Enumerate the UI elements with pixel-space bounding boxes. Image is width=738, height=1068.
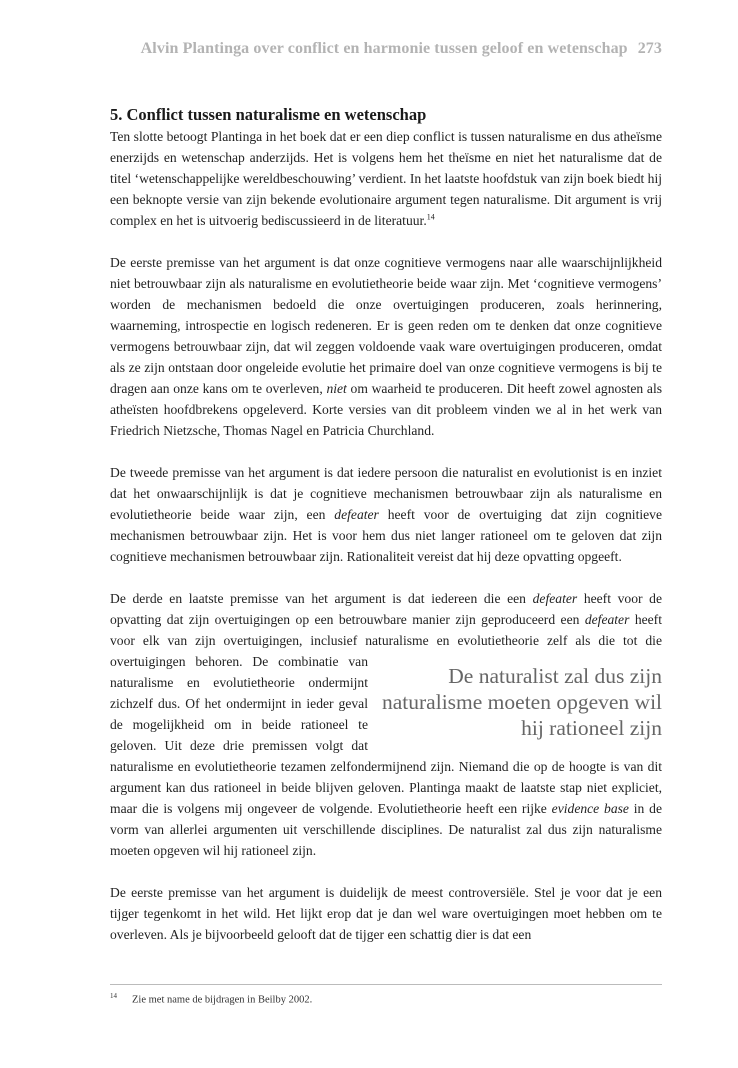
footnote-number: 14 [110, 992, 117, 1000]
paragraph-1-text: Ten slotte betoogt Plantinga in het boek dat er een diep conflict is tussen naturalisme en dus atheïsme enerzijds en wetenschap anderzijds. Het is volgens hem het theïsme en niet het naturalisme dat de titel ‘wetenschappelijke wereldbeschouwing’ verdient. In het laatste hoofdstuk van zijn boek biedt hij een beknopte versie van zijn bekende evolutionaire argument tegen naturalisme. Dit argument is vrij complex en het is uitvoerig bediscussieerd in de literatuur. [110, 129, 663, 228]
emphasis: niet [326, 381, 347, 396]
paragraph-4-text-d: in de vorm van allerlei argumenten uit verschillende disciplines. De naturalist zal dus zijn naturalisme moeten opgeven wil hij rationeel zijn. [110, 801, 663, 858]
footnote [110, 992, 662, 1006]
paragraph-5: De eerste premisse van het argument is duidelijk de meest controversiële. Stel je voor dat je een tijger tegenkomt in het wild. Het lijkt erop dat je dan wel ware overtuigingen moet hebben om te overleven. Als je bijvoorbeeld gelooft dat de tijger een schattig dier is dat een [110, 885, 662, 942]
paragraph-2-text-b: om waarheid te produceren. Dit heeft zowel agnosten als atheïsten hoofdbrekens opgeleverd. Korte versies van dit probleem vinden we al in het werk van Friedrich Nietzsche, Thomas Nagel en Patricia Churchland. [110, 381, 663, 438]
pull-quote: De naturalist zal dus zijn naturalisme moeten opgeven wil hij rationeel zijn [382, 664, 663, 740]
paragraph-4-text-a: De derde en laatste premisse van het argument is dat iedereen die een [110, 591, 526, 606]
paragraph-2 [110, 252, 662, 441]
paragraph-4 [110, 588, 662, 861]
emphasis: defeater [334, 507, 379, 522]
section-heading: 5. Conflict tussen naturalisme en wetenschap [110, 105, 427, 124]
footnote-text: Zie met name de bijdragen in Beilby 2002. [132, 994, 313, 1006]
footnote-divider [110, 984, 662, 985]
paragraph-3-text-b: heeft voor de overtuiging dat zijn cognitieve mechanismen betrouwbaar zijn. Het is voor hem dus niet langer rationeel om te geloven dat zijn cognitieve mechanismen betrouwbaar zijn. Rationaliteit vereist dat hij deze opvatting opgeeft. [110, 507, 663, 564]
paragraph-3-text-a: De tweede premisse van het argument is dat iedere persoon die naturalist en evolutionist is en inziet dat het onwaarschijnlijk is dat je cognitieve mechanismen betrouwbaar zijn als naturalisme en evolutietheorie beide waar zijn, een [110, 465, 662, 522]
paragraph-4-text-c-cont: De combinatie van naturalisme en evolutietheorie ondermijnt zichzelf dus. Of het ondermijnt in ieder geval de mogelijkheid om in beide rationeel te geloven. Uit deze drie premissen volgt dat naturalisme en evolutietheorie tezamen zelfondermijnend zijn. Niemand die op de hoogte is van dit argument kan dus rationeel in beide blijven geloven. Plantinga maakt de laatste stap niet expliciet, maar die is volgens mij ongeveer de volgende. Evolutietheorie heeft een rijke [110, 654, 662, 816]
emphasis: defeater [584, 612, 630, 627]
footnote-ref: 14 [426, 212, 435, 222]
emphasis: evidence base [551, 801, 629, 816]
paragraph-2-text-a: De eerste premisse van het argument is dat onze cognitieve vermogens naar alle waarschijnlijkheid niet betrouwbaar zijn als naturalisme en evolutietheorie beide waar zijn. Met ‘cognitieve vermogens’ worden de mechanismen bedoeld die onze overtuigingen produceren, zoals herinnering, waarneming, introspectie en logisch redeneren. Er is geen reden om te denken dat onze cognitieve vermogens betrouwbaar zijn, dat wil zeggen voldoende vaak ware overtuigingen produceren, omdat als ze zijn ontstaan door ongeleide evolutie het primaire doel van onze cognitieve vermogens is bij te dragen aan onze kans om te overleven, [110, 255, 662, 396]
paragraph-1 [110, 126, 662, 231]
paragraph-3 [110, 462, 662, 567]
paragraph-4-text-c: heeft voor elk van zijn overtuigingen, inclusief naturalisme en evolutietheorie zelf als die tot die overtuigingen behoren. [110, 612, 662, 669]
running-title: Alvin Plantinga over conflict en harmonie tussen geloof en wetenschap [140, 40, 628, 57]
emphasis: defeater [532, 591, 578, 606]
page-number: 273 [637, 40, 662, 57]
main-text [110, 104, 662, 966]
running-header [110, 40, 662, 58]
paragraph-4-text-b: heeft voor de opvatting dat zijn overtuigingen op een betrouwbare manier zijn geproduceerd een [110, 591, 662, 627]
